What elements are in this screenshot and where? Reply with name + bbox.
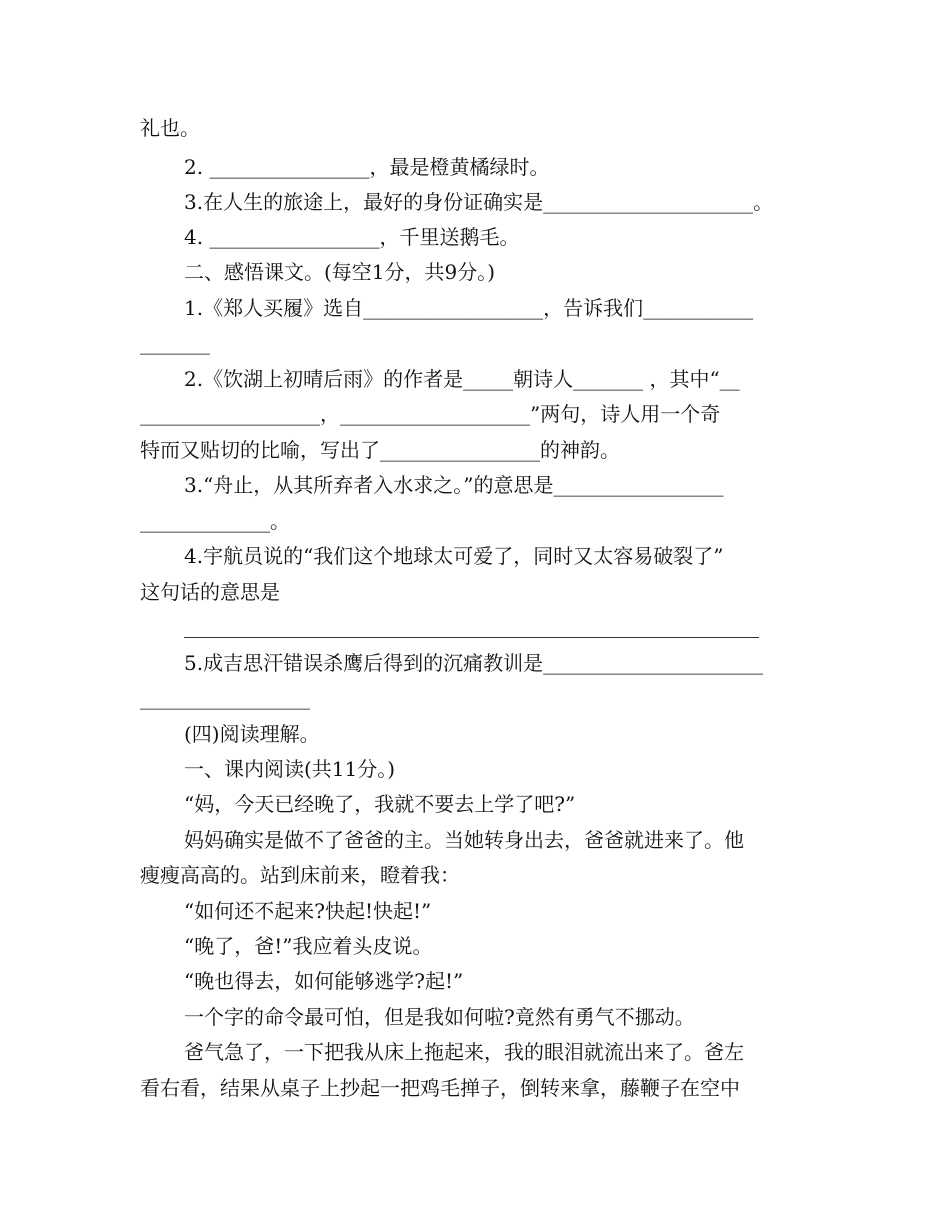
text-line: “如何还不起来?快起!快起!” [184, 899, 432, 923]
section-heading: (四)阅读理解。 [184, 722, 320, 746]
text-line: _________________ [140, 686, 310, 710]
text-line: _____________。 [140, 509, 290, 533]
text-line: 特而又贴切的比喻，写出了________________的神韵。 [140, 438, 620, 462]
text-line: 5.成吉思汗错误杀鹰后得到的沉痛教训是______________________ [184, 651, 764, 675]
text-line: 妈妈确实是做不了爸爸的主。当她转身出去，爸爸就进来了。他 [184, 828, 744, 852]
text-line: 爸气急了，一下把我从床上拖起来，我的眼泪就流出来了。爸左 [184, 1040, 744, 1064]
section-heading: 二、感悟课文。(每空1分，共9分。) [184, 260, 496, 284]
text-line: 一个字的命令最可怕，但是我如何啦?竟然有勇气不挪动。 [184, 1005, 695, 1029]
text-line: 3.在人生的旅途上，最好的身份证确实是_____________________。 [184, 190, 774, 214]
answer-blank-line [184, 637, 759, 638]
section-heading: 一、课内阅读(共11分。) [184, 757, 396, 781]
text-line: 1.《郑人买履》选自__________________，告诉我们___________ [184, 296, 754, 320]
text-line: _______ [140, 331, 210, 355]
text-line: __________________，___________________”两句，诗人用一个奇 [140, 402, 721, 426]
text-line: 礼也。 [140, 116, 200, 140]
text-line: 看右看，结果从桌子上抄起一把鸡毛掸子，倒转来拿，藤鞭子在空中 [140, 1076, 740, 1100]
text-line: 4. _________________，千里送鹅毛。 [184, 225, 520, 249]
text-line: “晚了，爸!”我应着头皮说。 [184, 934, 433, 958]
text-line: 4.宇航员说的“我们这个地球太可爱了，同时又太容易破裂了” [184, 544, 724, 568]
text-line: 2. ________________，最是橙黄橘绿时。 [184, 155, 550, 179]
text-line: 2.《饮湖上初晴后雨》的作者是_____朝诗人_______ ，其中“__ [184, 367, 740, 391]
text-line: 瘦瘦高高的。站到床前来，瞪着我： [140, 863, 460, 887]
text-line: 这句话的意思是 [140, 580, 280, 604]
text-line: 3.“舟止，从其所弃者入水求之。”的意思是_________________ [184, 473, 724, 497]
text-line: “晚也得去，如何能够逃学?起!” [184, 969, 464, 993]
text-line: “妈，今天已经晚了，我就不要去上学了吧?” [184, 792, 576, 816]
